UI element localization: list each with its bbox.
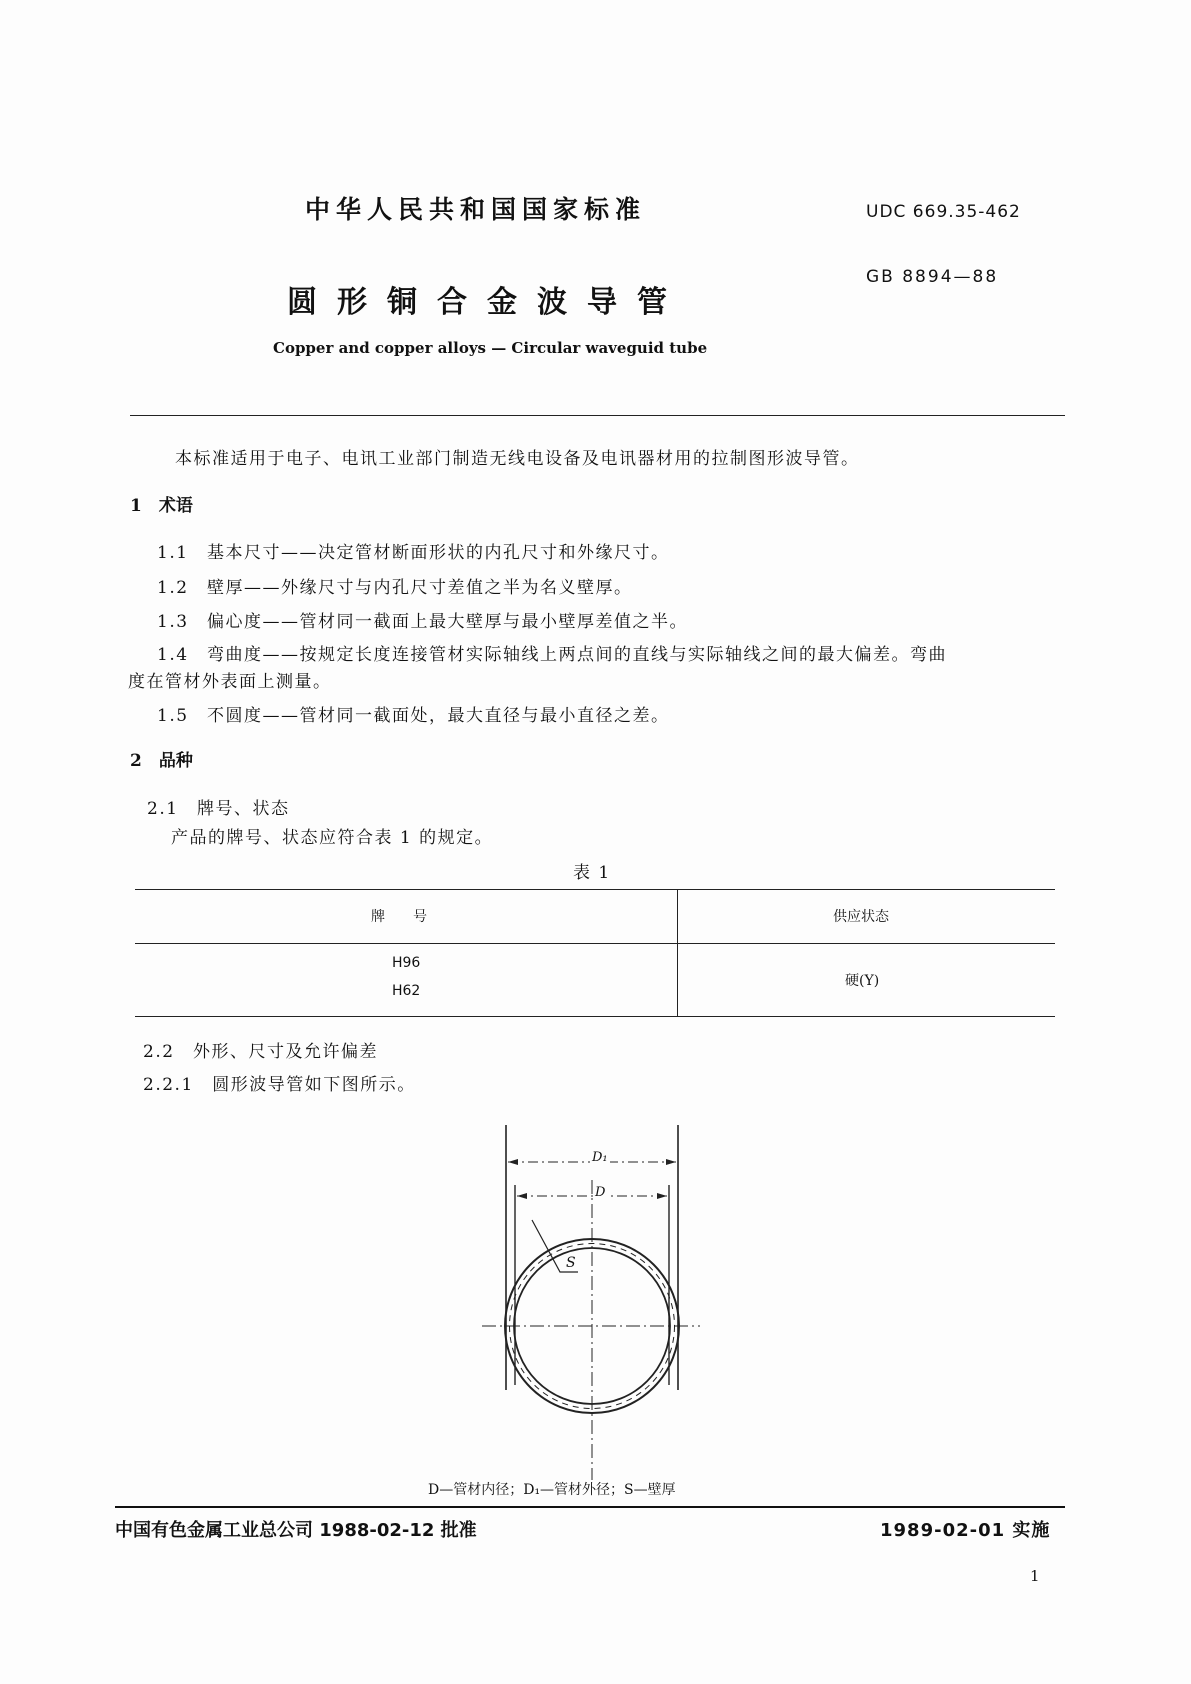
effective-date: 1989-02-01 实施 [880,1520,1051,1541]
outer-diameter-label: D₁ [592,1150,608,1165]
table-caption: 表 1 [573,863,611,883]
udc-code: UDC 669.35-462 [866,202,1021,222]
term-1-5: 1.5 不圆度——管材同一截面处，最大直径与最小直径之差。 [157,706,670,726]
english-title: Copper and copper alloys — Circular waveguid tube [273,339,708,357]
intro-paragraph: 本标准适用于电子、电讯工业部门制造无线电设备及电讯器材用的拉制图形波导管。 [175,449,860,469]
table-header-grade: 牌 号 [371,909,427,925]
section-2-2-heading: 2.2 外形、尺寸及允许偏差 [143,1042,379,1062]
figure-caption: D—管材内径；D₁—管材外径；S—壁厚 [428,1482,676,1498]
table-header-state: 供应状态 [833,909,889,925]
section-2-heading: 2 品种 [130,751,193,771]
table-cell-grade: H96 [392,955,421,971]
page-number: 1 [1030,1567,1040,1585]
footer-divider [115,1506,1065,1508]
table-cell-grade: H62 [392,983,421,999]
gb-code: GB 8894—88 [866,267,999,287]
approval-line: 中国有色金属工业总公司 1988-02-12 批准 [115,1520,477,1541]
section-1-heading: 1 术语 [130,496,193,516]
term-1-2: 1.2 壁厚——外缘尺寸与内孔尺寸差值之半为名义壁厚。 [157,578,633,598]
page-title: 圆形铜合金波导管 [287,285,687,320]
section-2-1-text: 产品的牌号、状态应符合表 1 的规定。 [171,828,494,848]
wall-thickness-label: S [566,1255,576,1271]
term-1-4: 1.4 弯曲度——按规定长度连接管材实际轴线上两点间的直线与实际轴线之间的最大偏差。弯曲 [157,645,948,665]
term-1-4-cont: 度在管材外表面上测量。 [128,672,332,692]
section-2-2-1-text: 2.2.1 圆形波导管如下图所示。 [143,1075,416,1095]
term-1-3: 1.3 偏心度——管材同一截面上最大壁厚与最小壁厚差值之半。 [157,612,689,632]
inner-diameter-label: D [595,1185,606,1200]
standard-name: 中华人民共和国国家标准 [305,195,647,224]
section-2-1-heading: 2.1 牌号、状态 [147,799,290,819]
term-1-1: 1.1 基本尺寸——决定管材断面形状的内孔尺寸和外缘尺寸。 [157,543,670,563]
table-cell-state: 硬(Y) [845,973,880,989]
